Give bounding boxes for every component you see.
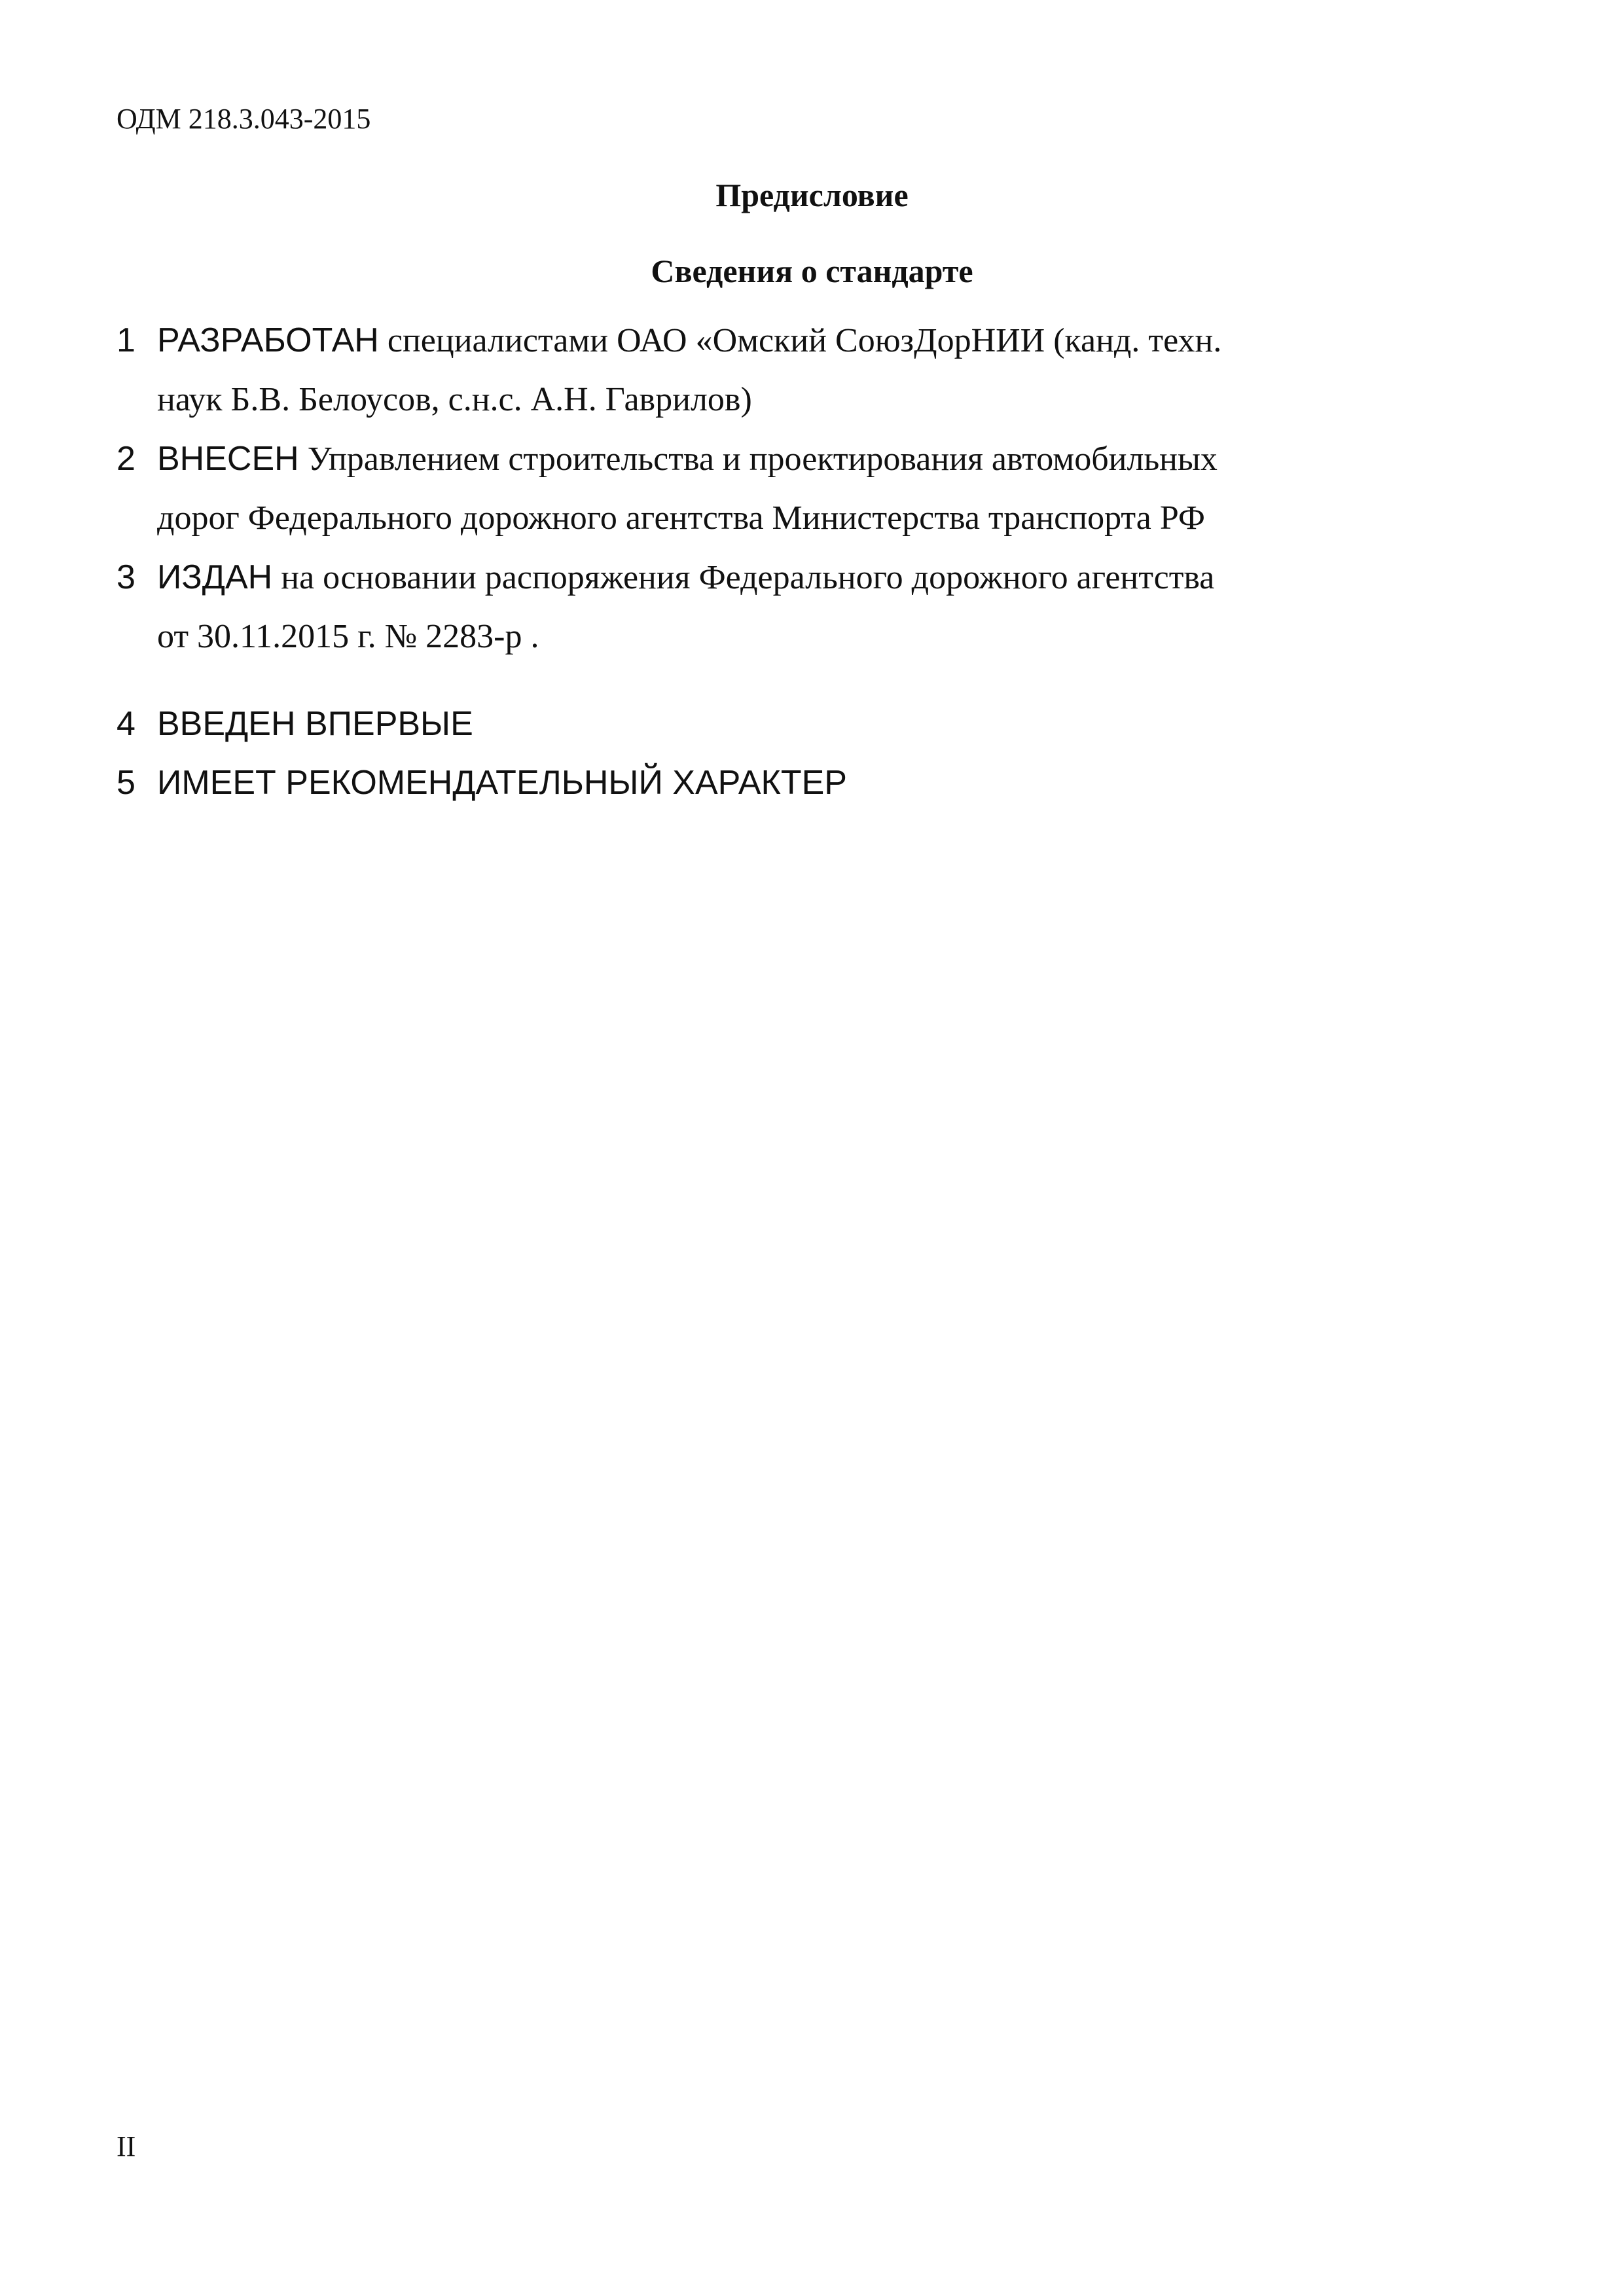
list-item [117, 753, 1393, 812]
item-keyword: ИЗДАН [157, 558, 273, 596]
item-keyword: ВВЕДЕН ВПЕРВЫЕ [157, 705, 473, 743]
item-line [157, 311, 1393, 370]
item-keyword: ИМЕЕТ РЕКОМЕНДАТЕЛЬНЫЙ ХАРАКТЕР [157, 764, 847, 802]
item-number: 3 [117, 558, 135, 596]
item-line [157, 753, 1393, 812]
item-line [157, 548, 1393, 607]
item-number: 2 [117, 440, 135, 478]
standard-info-heading: Сведения о стандарте [651, 253, 973, 289]
foreword-heading: Предисловие [715, 177, 909, 213]
item-text: на основании распоряжения Федерального дорожного агентства [272, 559, 1215, 596]
list-item [117, 311, 1393, 429]
item-number: 1 [117, 321, 135, 359]
item-keyword: РАЗРАБОТАН [157, 321, 379, 359]
document-code: ОДМ 218.3.043-2015 [117, 103, 371, 135]
list-item [117, 429, 1393, 548]
list-item [117, 694, 1393, 753]
item-text: от 30.11.2015 г. № 2283-р . [157, 618, 539, 655]
item-text: наук Б.В. Белоусов, с.н.с. А.Н. Гаврилов) [157, 381, 752, 418]
item-keyword: ВНЕСЕН [157, 440, 299, 478]
item-number: 4 [117, 705, 135, 743]
list-item [117, 548, 1393, 666]
standard-info-list [117, 311, 1393, 812]
item-line [157, 370, 1393, 429]
item-text: дорог Федерального дорожного агентства Министерства транспорта РФ [157, 499, 1205, 537]
item-line [157, 429, 1393, 489]
item-number: 5 [117, 764, 135, 802]
item-line [157, 607, 1393, 666]
page-number: II [117, 2130, 136, 2162]
item-text: Управлением строительства и проектирования автомобильных [298, 440, 1218, 478]
item-line [157, 489, 1393, 548]
item-text: специалистами ОАО «Омский СоюзДорНИИ (канд. техн. [378, 322, 1222, 359]
item-line [157, 694, 1393, 753]
